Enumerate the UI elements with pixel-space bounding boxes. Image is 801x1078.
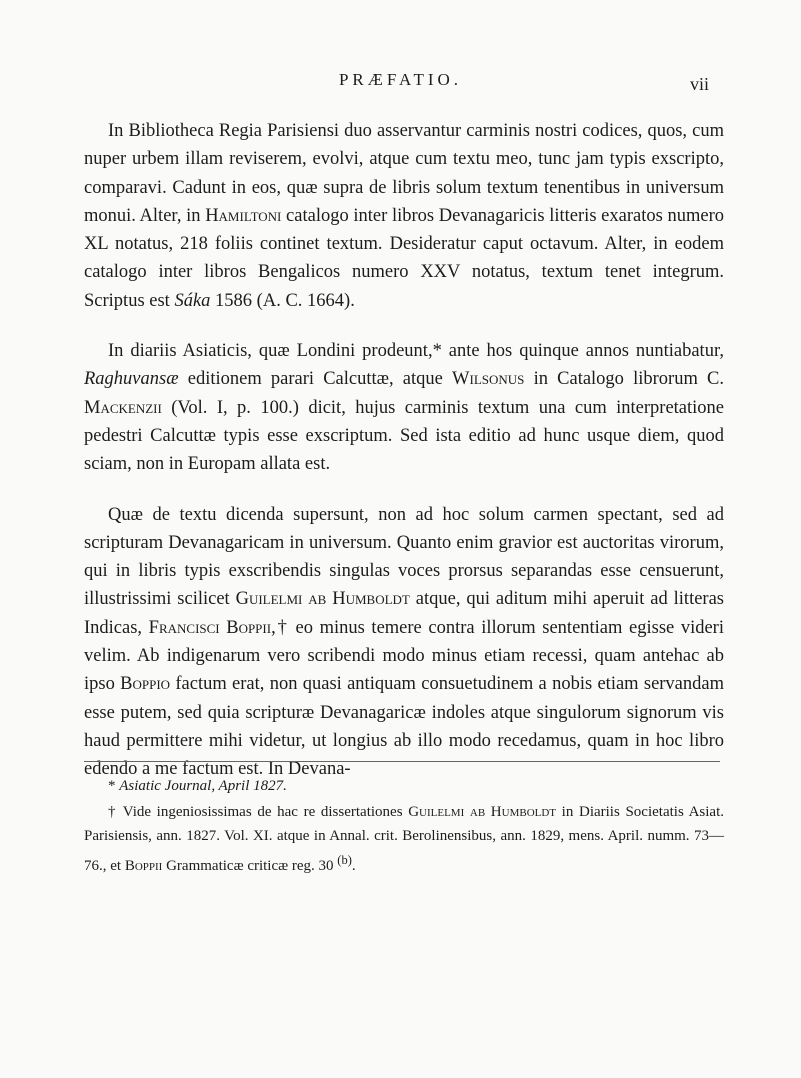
name-boppii: Boppii	[124, 858, 163, 874]
footnote-1	[84, 774, 724, 798]
main-text	[84, 117, 724, 806]
text-run: in Catalogo librorum C.	[524, 369, 724, 390]
running-head: PRÆFATIO.	[338, 70, 463, 89]
text-run: in Diariis Societatis Asiat. Parisiensis, ann. 1827. Vol. XI. atque in Annal. crit. Berolinensibus, ann. 1829, mens. April. numm. 73—76., et	[84, 804, 725, 874]
text-run: catalogo inter libros Devanagaricis litteris exaratos numero XL notatus, 218 foliis continet textum. Desideratur caput octavum. Alter, in eodem catalogo inter libros Bengalicos numero XXV notatus, textum tenet integrum. Scriptus est	[84, 205, 724, 311]
name-hamiltoni: Hamiltoni	[205, 205, 282, 226]
text-run: Grammaticæ criticæ reg. 30	[162, 858, 338, 874]
name-mackenzii: Mackenzii	[84, 397, 162, 418]
term-saka: Sáka	[174, 290, 211, 311]
name-guilelmi: Guilelmi ab Humboldt	[408, 804, 557, 820]
footnotes	[84, 774, 724, 878]
text-run: atque, qui aditum mihi aperuit ad litteras Indicas,	[84, 589, 724, 638]
page-header	[0, 70, 801, 94]
name-boppio: Boppio	[120, 674, 171, 695]
text-run: .	[351, 858, 356, 874]
footnote-divider	[84, 761, 720, 762]
page-number: vii	[689, 74, 709, 94]
title-raghuvansae: Raghuvansæ	[84, 369, 179, 390]
text-run: 1586 (A. C. 1664).	[210, 290, 355, 311]
footnote-1-text: Asiatic Journal, April 1827.	[119, 778, 287, 794]
text-run: In diariis Asiaticis, quæ Londini prodeunt,* ante hos quinque annos nuntiabatur,	[108, 341, 724, 362]
footnote-mark: *	[108, 778, 116, 794]
text-run: (Vol. I, p. 100.) dicit, hujus carminis textum una cum interpretatione pedestri Calcuttæ typis esse exscriptum. Sed ista editio ad hunc usque diem, quod sciam, non in Europam allata est.	[84, 397, 724, 475]
superscript: (b)	[337, 853, 352, 867]
paragraph-2	[84, 337, 724, 478]
name-wilsonus: Wilsonus	[452, 369, 525, 390]
footnote-2	[84, 800, 724, 878]
paragraph-3	[84, 501, 724, 784]
paragraph-1	[84, 117, 724, 315]
text-run: In Bibliotheca Regia Parisiensi duo asservantur carminis nostri codices, quos, cum nuper urbem illam reviserem, evolvi, atque cum textu meo, tunc jam typis exscripto, comparavi. Cadunt in eos, quæ supra de libris solum textum tenentibus in universum monui. Alter, in	[84, 121, 724, 226]
text-run: Quæ de textu dicenda supersunt, non ad hoc solum carmen spectant, sed ad scripturam Devanagaricam in universum. Quanto enim gravior est auctoritas virorum, qui in libris typis exscribendis singulas voces prorsus separandas esse censuerunt, illustrissimi scilicet	[84, 504, 724, 610]
text-run: ,† eo minus temere contra illorum sententiam egisse videri velim. Ab indigenarum vero scribendi modo minus etiam recessi, quam antehac ab ipso	[84, 617, 724, 695]
name-francisci: Francisci Boppii	[148, 617, 272, 638]
text-run: † Vide ingeniosissimas de hac re dissertationes	[108, 804, 409, 820]
name-guilelmi: Guilelmi ab Humboldt	[235, 589, 410, 610]
text-run: factum erat, non quasi antiquam consuetudinem a nobis etiam servandam esse putem, sed quia scripturæ Devanagaricæ indoles atque singulorum signorum vis haud permittere mihi videtur, ut longius ab illo modo recedamus, quam in hoc libro edendo a me factum est. In Devana-	[84, 674, 724, 780]
text-run: editionem parari Calcuttæ, atque	[178, 369, 453, 390]
